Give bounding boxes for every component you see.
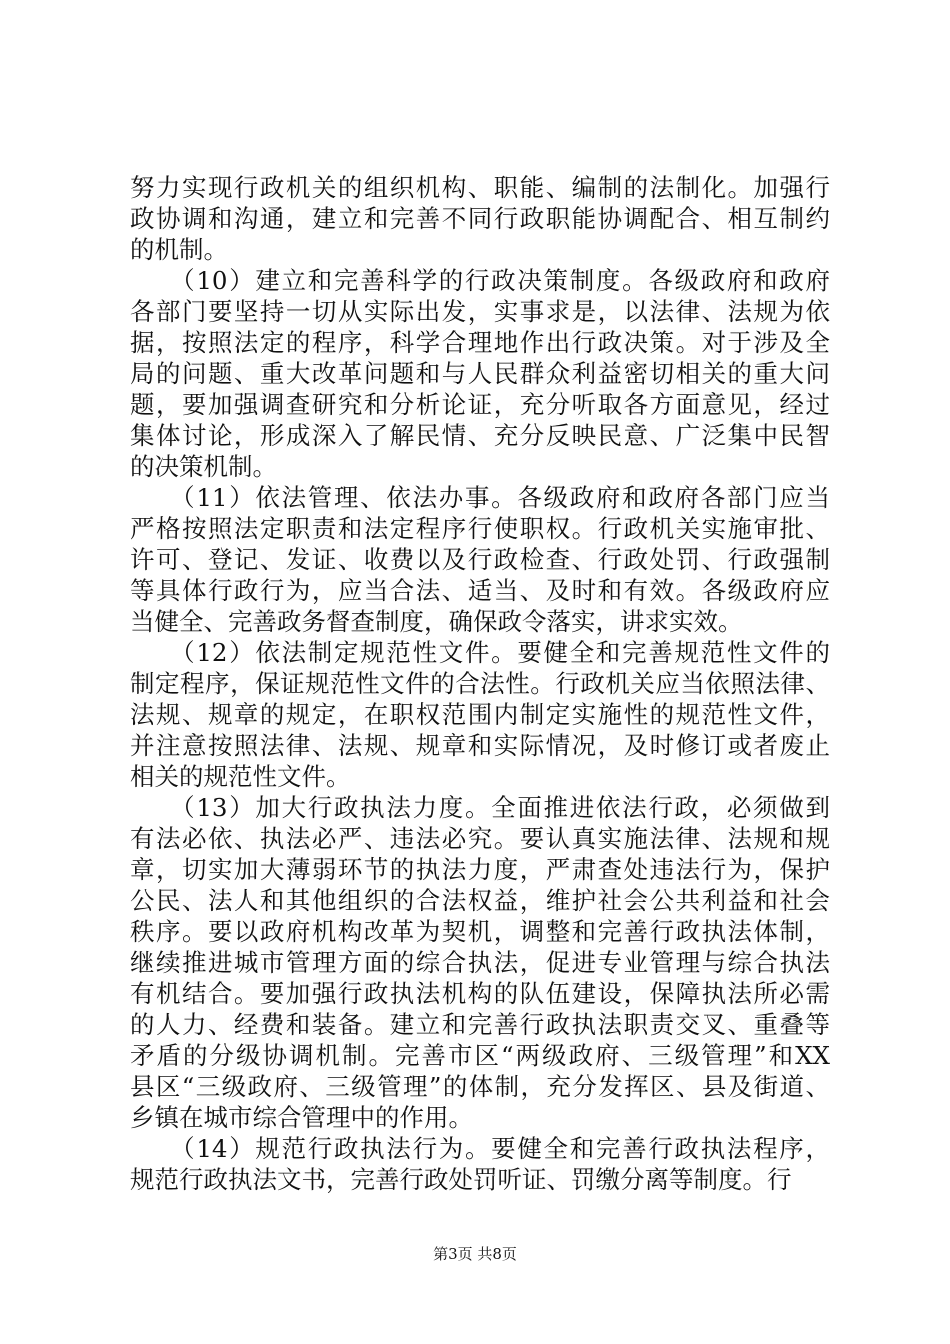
text-line: （11）依法管理、依法办事。各级政府和政府各部门应当: [130, 483, 830, 512]
text-line: 规范行政执法文书，完善行政处罚听证、罚缴分离等制度。行: [130, 1165, 792, 1194]
text-line: 县区“三级政府、三级管理”的体制，充分发挥区、县及街道、: [130, 1072, 830, 1101]
text-line: 努力实现行政机关的组织机构、职能、编制的法制化。加强行: [130, 173, 830, 202]
text-line: 的决策机制。: [130, 452, 277, 481]
text-line: 的机制。: [130, 235, 228, 264]
text-line: 秩序。要以政府机构改革为契机，调整和完善行政执法体制，: [130, 917, 830, 946]
text-line: 的人力、经费和装备。建立和完善行政执法职责交叉、重叠等: [130, 1010, 830, 1039]
text-line: （10）建立和完善科学的行政决策制度。各级政府和政府: [130, 266, 830, 295]
text-line: 严格按照法定职责和法定程序行使职权。行政机关实施审批、: [130, 514, 830, 543]
text-line: 据，按照法定的程序，科学合理地作出行政决策。对于涉及全: [130, 328, 830, 357]
text-line: 局的问题、重大改革问题和与人民群众利益密切相关的重大问: [130, 359, 830, 388]
text-line: 有法必依、执法必严、违法必究。要认真实施法律、法规和规: [130, 824, 830, 853]
text-line: 题，要加强调查研究和分析论证，充分听取各方面意见，经过: [130, 390, 830, 419]
text-line: 公民、法人和其他组织的合法权益，维护社会公共利益和社会: [130, 886, 830, 915]
text-line: 等具体行政行为，应当合法、适当、及时和有效。各级政府应: [130, 576, 830, 605]
text-line: 章，切实加大薄弱环节的执法力度，严肃查处违法行为，保护: [130, 855, 830, 884]
text-line: 当健全、完善政务督查制度，确保政令落实，讲求实效。: [130, 607, 743, 636]
text-line: （13）加大行政执法力度。全面推进依法行政，必须做到: [130, 793, 830, 822]
page-footer: 第3页 共8页: [433, 1245, 517, 1263]
text-line: 有机结合。要加强行政执法机构的队伍建设，保障执法所必需: [130, 979, 830, 1008]
text-line: 并注意按照法律、法规、规章和实际情况，及时修订或者废止: [130, 731, 830, 760]
text-line: 制定程序，保证规范性文件的合法性。行政机关应当依照法律、: [130, 669, 830, 698]
text-line: 矛盾的分级协调机制。完善市区“两级政府、三级管理”和XX: [130, 1041, 830, 1070]
text-line: 许可、登记、发证、收费以及行政检查、行政处罚、行政强制: [130, 545, 830, 574]
text-line: 集体讨论，形成深入了解民情、充分反映民意、广泛集中民智: [130, 421, 830, 450]
text-line: 相关的规范性文件。: [130, 762, 351, 791]
text-line: （12）依法制定规范性文件。要健全和完善规范性文件的: [130, 638, 830, 667]
text-line: （14）规范行政执法行为。要健全和完善行政执法程序，: [130, 1134, 830, 1163]
text-line: 政协调和沟通，建立和完善不同行政职能协调配合、相互制约: [130, 204, 830, 233]
text-line: 乡镇在城市综合管理中的作用。: [130, 1103, 473, 1132]
text-line: 各部门要坚持一切从实际出发，实事求是，以法律、法规为依: [130, 297, 830, 326]
body-text: [130, 172, 830, 1195]
text-line: 法规、规章的规定，在职权范围内制定实施性的规范性文件，: [130, 700, 830, 729]
text-line: 继续推进城市管理方面的综合执法，促进专业管理与综合执法: [130, 948, 830, 977]
